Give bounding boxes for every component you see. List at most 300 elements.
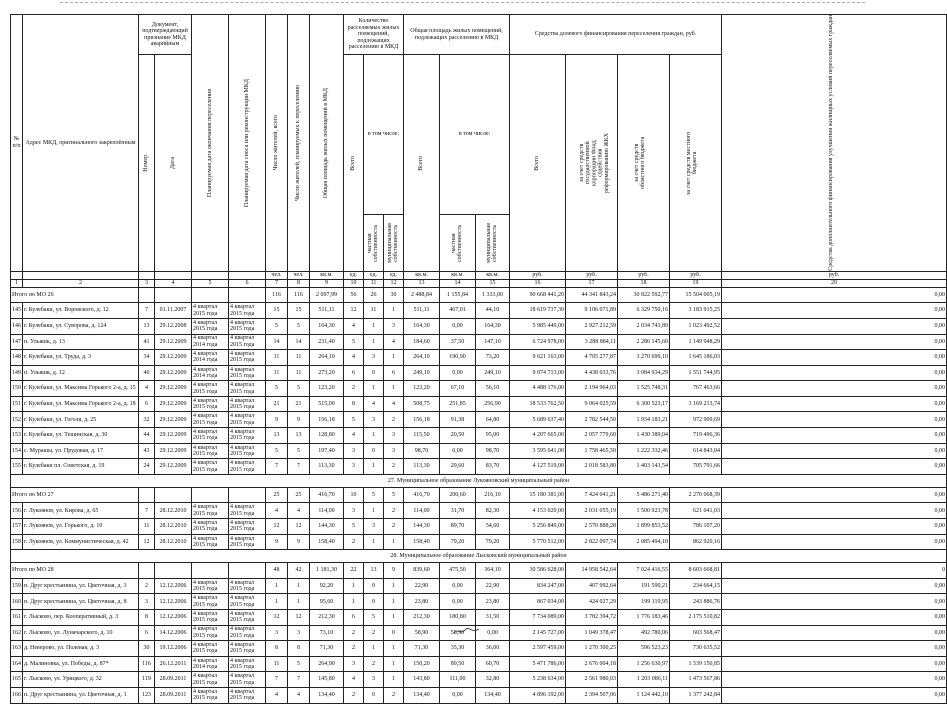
table-cell: 0 (364, 578, 384, 594)
table-cell: 1 645 186,03 (670, 350, 722, 366)
table-cell: 834 247,00 (510, 578, 566, 594)
table-cell: 1 377 242,84 (670, 687, 722, 703)
units-row-cell: руб. (510, 271, 566, 279)
table-cell: п. Ульяшк, д. 12 (23, 365, 139, 381)
table-cell: 98,70 (476, 443, 510, 459)
table-cell: 0,00 (440, 594, 476, 610)
table-cell: 15 (266, 303, 288, 319)
table-cell: 4 квартал 2015 года (192, 318, 229, 334)
table-cell: 89,50 (440, 656, 476, 672)
header-fund-total: Всего (510, 55, 566, 272)
table-cell: 0,00 (722, 625, 947, 641)
table-cell: 113,30 (404, 459, 440, 475)
total-cell: 13 (364, 563, 384, 579)
table-cell: 4 (384, 334, 404, 350)
table-cell: 0,00 (722, 350, 947, 366)
table-cell: г. Лысково, ул. Луначарского, д. 10 (23, 625, 139, 641)
table-cell: 4 (344, 318, 364, 334)
table-cell: п. Друг крестьянина, ул. Цветочная, д. 1 (23, 687, 139, 703)
table-cell: 3 (384, 318, 404, 334)
table-cell: 4 153 020,00 (510, 503, 566, 519)
table-cell: 11 (288, 350, 310, 366)
total-cell: 25 (266, 487, 288, 503)
header-num: № п/п (11, 15, 23, 272)
table-cell: 2 (364, 625, 384, 641)
table-cell: 4 (288, 687, 310, 703)
table-cell: 8 (288, 641, 310, 657)
table-cell: 4 438 033,76 (566, 365, 618, 381)
table-cell: 2 057 779,60 (566, 428, 618, 444)
table-cell: 5 (344, 412, 364, 428)
table-cell: 22,90 (404, 578, 440, 594)
table-cell: 4 квартал 2015 года (229, 365, 266, 381)
table-cell: 162 (11, 625, 23, 641)
table-cell: 11 (139, 519, 155, 535)
table-cell: 1 149 948,29 (670, 334, 722, 350)
table-cell: 256,90 (476, 396, 510, 412)
table-cell: 1 525 748,31 (618, 381, 670, 397)
table-cell: 2 (344, 534, 364, 550)
table-cell: 5 256 849,00 (510, 519, 566, 535)
table-cell: 786 107,20 (670, 519, 722, 535)
table-cell: г. Лукоянов, ул. Горького, д. 10 (23, 519, 139, 535)
table-cell: 7 (288, 459, 310, 475)
total-cell (155, 563, 192, 579)
total-cell: 0 (722, 563, 947, 579)
table-row (11, 519, 947, 535)
header-rooms-total: Всего (344, 55, 364, 272)
table-cell: 64,80 (476, 412, 510, 428)
table-cell: 20,50 (440, 428, 476, 444)
table-cell: 0,00 (722, 303, 947, 319)
units-row-cell: кв.м. (404, 271, 440, 279)
table-cell: 29.12.2008 (155, 318, 192, 334)
table-cell: 11 (364, 303, 384, 319)
table-cell: 146 (11, 318, 23, 334)
total-cell: 2 270 068,39 (670, 487, 722, 503)
table-row (11, 303, 947, 319)
table-cell: 79,20 (440, 534, 476, 550)
table-cell: 58,90 (440, 625, 476, 641)
table-cell: 4 квартал 2015 года (192, 503, 229, 519)
table-cell: 21 (266, 396, 288, 412)
table-cell: 5 985 449,00 (510, 318, 566, 334)
table-cell: 1 (344, 578, 364, 594)
table-cell: 4 квартал 2014 года (192, 656, 229, 672)
table-cell: 511,11 (404, 303, 440, 319)
table-cell: 79,20 (476, 534, 510, 550)
header-area-private: частная собственность (440, 214, 476, 271)
table-cell: 1 (384, 610, 404, 626)
table-cell: 158 (11, 534, 23, 550)
table-cell: 0 (384, 625, 404, 641)
table-cell: 12 (288, 519, 310, 535)
header-fund-local: за счет средств местного бюджета (670, 55, 722, 272)
table-cell: 14 (288, 334, 310, 350)
table-cell: 143,80 (404, 672, 440, 688)
signature-stamp (452, 626, 482, 636)
top-rule (60, 2, 865, 3)
table-body (11, 287, 947, 703)
table-cell: 123,20 (310, 381, 344, 397)
column-number-row-cell: 4 (155, 279, 192, 287)
table-cell: д. Неверово, ул. Полевая, д. 3 (23, 641, 139, 657)
table-cell: 37,50 (440, 334, 476, 350)
table-cell: 7 734 089,00 (510, 610, 566, 626)
table-cell: 4 (344, 350, 364, 366)
column-number-row (11, 279, 947, 287)
total-cell: 475,50 (440, 563, 476, 579)
table-cell: 2 034 743,89 (618, 318, 670, 334)
table-cell: 6 (139, 625, 155, 641)
table-cell: 29.12.2009 (155, 428, 192, 444)
table-cell: 2 (384, 503, 404, 519)
table-cell: 154 (11, 443, 23, 459)
table-cell: 13 (266, 428, 288, 444)
header-total-area: Общая площадь жилых помещений в МКД (310, 15, 344, 272)
column-number-row-cell: 11 (364, 279, 384, 287)
table-cell: 23,80 (404, 594, 440, 610)
units-row-cell: кв.м. (310, 271, 344, 279)
table-cell: 9 074 713,00 (510, 365, 566, 381)
table-cell: 1 (266, 578, 288, 594)
table-cell: 6 (344, 365, 364, 381)
total-row (11, 287, 947, 303)
table-cell: 5 (266, 381, 288, 397)
units-row-cell (11, 271, 23, 279)
resettlement-table (10, 14, 947, 704)
table-cell: 2 (384, 412, 404, 428)
table-cell: 1 (344, 594, 364, 610)
table-cell: 41 (139, 334, 155, 350)
table-cell: 197,40 (310, 443, 344, 459)
section-title: 28. Муниципальное образование Лысковский муниципальный район (11, 550, 947, 563)
table-cell: 0,00 (440, 365, 476, 381)
total-cell (155, 287, 192, 303)
table-cell: 508,75 (404, 396, 440, 412)
total-cell: 15 504 005,19 (670, 287, 722, 303)
table-cell: 123 (139, 687, 155, 703)
table-cell: 2 (139, 578, 155, 594)
table-cell: 7 (266, 672, 288, 688)
table-cell: 2 561 980,03 (566, 672, 618, 688)
table-cell: 1 (384, 594, 404, 610)
table-cell: 158,40 (310, 534, 344, 550)
table-cell: г. Кулебаки, ул. Воровского, д. 12 (23, 303, 139, 319)
header-funding: Средства долевого финансирования переселения граждан, руб. (510, 15, 722, 55)
table-cell: 0,00 (722, 503, 947, 519)
table-cell: 11 (266, 656, 288, 672)
table-cell: 4 квартал 2015 года (229, 459, 266, 475)
table-cell: 29.12.2009 (155, 412, 192, 428)
table-cell: 67,10 (440, 381, 476, 397)
column-number-row-cell: 1 (11, 279, 23, 287)
table-cell: 1 270 300,25 (566, 641, 618, 657)
table-cell: 19.12.2006 (155, 641, 192, 657)
table-cell: 156,18 (404, 412, 440, 428)
total-cell: 44 341 843,24 (566, 287, 618, 303)
table-cell: 2 145 727,00 (510, 625, 566, 641)
section-title: 27. Муниципальное образование Лукояновский муниципальный район (11, 474, 947, 487)
table-cell: 113,30 (310, 459, 344, 475)
table-cell: 0,00 (440, 687, 476, 703)
table-cell: 3 (344, 503, 364, 519)
table-cell: 4 квартал 2015 года (192, 459, 229, 475)
table-cell: 0 (364, 443, 384, 459)
table-cell: 6 329 750,16 (618, 303, 670, 319)
table-cell: 1 (384, 534, 404, 550)
table-cell: 1 (384, 381, 404, 397)
table-cell: 4 896 192,00 (510, 687, 566, 703)
table-cell: г. Кулебаки, ул. Гоголя, д. 25 (23, 412, 139, 428)
table-cell: 1 (384, 303, 404, 319)
table-cell: 4 квартал 2015 года (229, 672, 266, 688)
section-title-row (11, 550, 947, 563)
table-cell: 4 квартал 2015 года (229, 396, 266, 412)
table-cell: 12.12.2006 (155, 594, 192, 610)
table-cell: 705 791,66 (670, 459, 722, 475)
table-cell: 249,10 (476, 365, 510, 381)
total-cell: 839,60 (404, 563, 440, 579)
table-cell: 9 621 163,00 (510, 350, 566, 366)
table-row (11, 350, 947, 366)
table-cell: 3 (266, 625, 288, 641)
table-cell: 149 (11, 365, 23, 381)
column-number-row-cell: 3 (139, 279, 155, 287)
total-cell (155, 487, 192, 503)
table-cell: 4 квартал 2015 года (229, 443, 266, 459)
table-cell: 12 (266, 519, 288, 535)
table-cell: 4 705 277,87 (566, 350, 618, 366)
table-cell: 1 (384, 656, 404, 672)
table-cell: 4 квартал 2015 года (192, 428, 229, 444)
table-cell: 190,90 (440, 350, 476, 366)
column-number-row-cell: 13 (404, 279, 440, 287)
table-cell: 156,18 (310, 412, 344, 428)
table-cell: 8 (266, 641, 288, 657)
table-cell: 119 (139, 672, 155, 688)
table-cell: 2 394 507,06 (566, 687, 618, 703)
table-cell: 1 899 853,52 (618, 519, 670, 535)
table-cell: 134,40 (310, 687, 344, 703)
table-cell: 3 (288, 625, 310, 641)
table-cell: 29.12.2009 (155, 396, 192, 412)
table-cell: 1 203 086,11 (618, 672, 670, 688)
total-cell (192, 487, 229, 503)
table-cell: 5 (344, 334, 364, 350)
table-cell: 184,60 (404, 334, 440, 350)
total-cell: 116 (288, 287, 310, 303)
table-cell: 2 018 583,80 (566, 459, 618, 475)
table-cell: 4 квартал 2015 года (192, 381, 229, 397)
table-cell: 4 квартал 2015 года (192, 443, 229, 459)
units-row (11, 271, 947, 279)
table-cell: 8 (139, 610, 155, 626)
table-cell: 1 (364, 428, 384, 444)
table-cell: 95,00 (476, 428, 510, 444)
table-cell: 3 084 934,29 (618, 365, 670, 381)
table-cell: 29,60 (440, 459, 476, 475)
table-cell: 0,00 (722, 396, 947, 412)
units-row-cell: руб. (670, 271, 722, 279)
table-cell: г. Кулебаки, ул. Максима Горького 2-а, д. 18 (23, 396, 139, 412)
table-cell: 8 (344, 396, 364, 412)
header-additional: Средства дополнительного финансирования улучшения жилищных условий переселяемых граждан (722, 15, 947, 272)
table-row (11, 365, 947, 381)
table-row (11, 656, 947, 672)
table-cell: г. Кулебаки, ул. Труда, д. 3 (23, 350, 139, 366)
table-cell: 1 (266, 594, 288, 610)
table-cell: 4 квартал 2015 года (229, 625, 266, 641)
table-cell: 4 (139, 381, 155, 397)
table-cell: 4 127 519,00 (510, 459, 566, 475)
table-cell: 730 635,52 (670, 641, 722, 657)
table-row (11, 396, 947, 412)
table-cell: 29.12.2009 (155, 334, 192, 350)
table-cell: 159 (11, 578, 23, 594)
header-area-muni: муниципальная собственность (476, 214, 510, 271)
table-cell: 3 595 641,00 (510, 443, 566, 459)
header-rooms-incl: в том числе: (364, 55, 404, 215)
table-cell: 71,30 (310, 641, 344, 657)
table-row (11, 578, 947, 594)
table-cell: 4 квартал 2014 года (192, 350, 229, 366)
table-cell: 4 квартал 2015 года (229, 381, 266, 397)
total-cell: 200,60 (440, 487, 476, 503)
table-cell: 98,70 (404, 443, 440, 459)
total-cell: 30 586 628,00 (510, 563, 566, 579)
table-row (11, 610, 947, 626)
table-cell: 0,00 (722, 443, 947, 459)
header-fund-federal: за счет средств государственной корпорации Фонд содействия реформированию ЖКХ (566, 55, 618, 272)
total-cell: Итого по МО 27 (11, 487, 139, 503)
table-cell: п. Друг крестьянина, ул. Цветочная, д. 3 (23, 578, 139, 594)
table-cell: 1 124 442,10 (618, 687, 670, 703)
table-cell: 0,00 (722, 687, 947, 703)
total-cell: Итого по МО 26 (11, 287, 139, 303)
table-cell: 92,20 (310, 578, 344, 594)
table-cell: 9 (288, 412, 310, 428)
table-cell: 0,00 (722, 381, 947, 397)
table-cell: 60,70 (476, 656, 510, 672)
table-cell: 164,30 (476, 318, 510, 334)
table-cell: 0,00 (722, 334, 947, 350)
table-cell: 264,10 (404, 350, 440, 366)
table-cell: 4 квартал 2015 года (192, 519, 229, 535)
table-cell: 34 (139, 350, 155, 366)
table-cell: 4 квартал 2015 года (192, 396, 229, 412)
column-number-row-cell: 7 (266, 279, 288, 287)
table-cell: 243 886,76 (670, 594, 722, 610)
table-cell: 6 (344, 610, 364, 626)
table-cell: 2 031 055,19 (566, 503, 618, 519)
table-cell: 18 533 762,50 (510, 396, 566, 412)
table-cell: 114,00 (310, 503, 344, 519)
header-area: Общая площадь жилых помещений, подлежащих расселению в МКД (404, 15, 510, 55)
table-cell: 4 квартал 2014 года (192, 334, 229, 350)
table-cell: 1 (364, 318, 384, 334)
table-cell: 152 (11, 412, 23, 428)
table-cell: 1 (364, 334, 384, 350)
table-cell: 160 (11, 594, 23, 610)
units-row-cell: руб. (722, 271, 947, 279)
table-cell: 43 (139, 443, 155, 459)
table-cell: 6 (384, 365, 404, 381)
total-cell: 416,70 (310, 487, 344, 503)
table-cell: 3 (364, 412, 384, 428)
table-cell: г. Лысково, пер. Кооперативный, д. 3 (23, 610, 139, 626)
table-cell: 2 570 888,28 (566, 519, 618, 535)
table-cell: 1 (364, 534, 384, 550)
table-cell: 28.09.2011 (155, 687, 192, 703)
total-cell: 216,10 (476, 487, 510, 503)
table-cell: 180,80 (440, 610, 476, 626)
table-cell: 1 539 150,85 (670, 656, 722, 672)
table-cell: 158,40 (404, 534, 440, 550)
table-cell: 4 квартал 2015 года (192, 672, 229, 688)
column-number-row-cell: 16 (510, 279, 566, 287)
table-cell: 492 780,06 (618, 625, 670, 641)
table-cell: 0,00 (722, 594, 947, 610)
table-row (11, 459, 947, 475)
document-page (10, 14, 946, 704)
table-cell: 15 (288, 303, 310, 319)
table-cell: 231,40 (310, 334, 344, 350)
table-cell: 2 175 510,82 (670, 610, 722, 626)
table-cell: 5 (288, 381, 310, 397)
table-cell: 234 664,15 (670, 578, 722, 594)
table-cell: 3 (364, 350, 384, 366)
table-cell: 4 квартал 2015 года (192, 641, 229, 657)
table-cell: 145,80 (310, 672, 344, 688)
table-cell: 144,30 (310, 519, 344, 535)
total-row (11, 563, 947, 579)
table-cell: 2 676 004,18 (566, 656, 618, 672)
table-cell: 4 квартал 2015 года (229, 594, 266, 610)
column-number-row-cell: 14 (440, 279, 476, 287)
units-row-cell (23, 271, 139, 279)
total-cell: Итого по МО 28 (11, 563, 139, 579)
table-cell: 12 (139, 534, 155, 550)
table-cell: 1 473 567,86 (670, 672, 722, 688)
table-cell: 614 843,04 (670, 443, 722, 459)
total-cell (192, 287, 229, 303)
table-cell: 4 квартал 2015 года (229, 687, 266, 703)
table-cell: 4 квартал 2015 года (229, 350, 266, 366)
table-cell: 73,10 (310, 625, 344, 641)
table-cell: 4 (288, 503, 310, 519)
table-cell: 3 782 394,72 (566, 610, 618, 626)
table-row (11, 534, 947, 550)
total-cell: 42 (288, 563, 310, 579)
table-cell: 2 822 097,74 (566, 534, 618, 550)
column-number-row-cell: 10 (344, 279, 364, 287)
column-number-row-cell: 5 (192, 279, 229, 287)
table-row (11, 381, 947, 397)
table-cell: г. Кулебаки, ул. Максима Горького 2-а, д. 15 (23, 381, 139, 397)
table-cell: 4 квартал 2015 года (192, 534, 229, 550)
column-number-row-cell: 8 (288, 279, 310, 287)
table-cell: 212,30 (310, 610, 344, 626)
total-cell: 30 (384, 287, 404, 303)
table-cell: 3 270 699,10 (618, 350, 670, 366)
units-row-cell: ед. (364, 271, 384, 279)
table-cell: 0,00 (722, 318, 947, 334)
table-cell: 14 (266, 334, 288, 350)
total-cell: 10 (344, 487, 364, 503)
table-cell: 164,30 (310, 318, 344, 334)
table-cell: 1 551 744,95 (670, 365, 722, 381)
